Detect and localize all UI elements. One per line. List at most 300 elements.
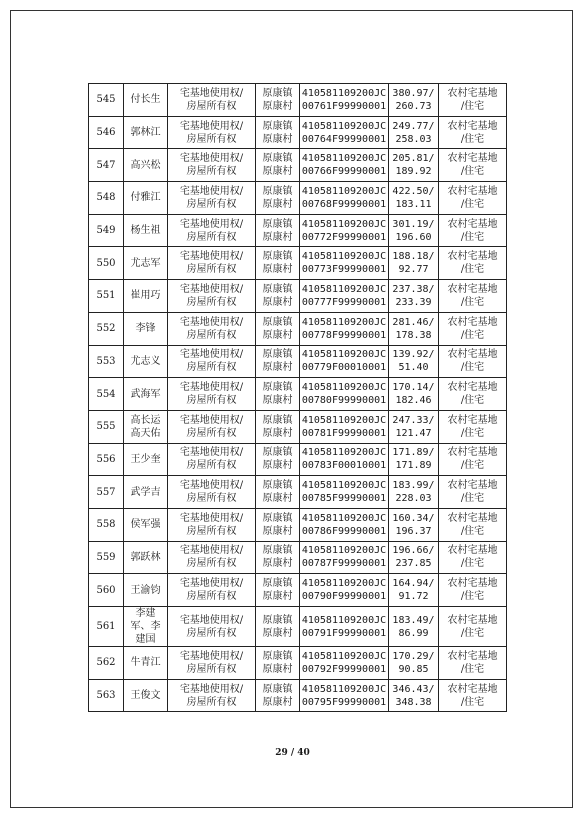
- unit-code-line: 00790F99990001: [301, 591, 387, 603]
- land-use-line: 农村宅基地: [447, 283, 498, 295]
- unit-code-line: 00787F99990001: [301, 558, 387, 570]
- right-type-cell: [168, 574, 256, 607]
- location-line: 原康镇: [262, 153, 293, 165]
- unit-code-line: 410581109200JC: [301, 650, 387, 662]
- owner-name-line: 尤志义: [130, 355, 161, 367]
- owner-name-line: 建国: [135, 634, 156, 645]
- unit-code-cell: [300, 116, 389, 149]
- location-line: 原康村: [262, 493, 293, 505]
- table-row: [89, 679, 507, 712]
- area-values-cell: [389, 410, 439, 443]
- owner-name-cell: [124, 508, 168, 541]
- right-type-cell: [168, 647, 256, 680]
- location-line: 原康村: [262, 329, 293, 341]
- land-use-cell: [439, 443, 507, 476]
- unit-code-line: 00785F99990001: [301, 493, 387, 505]
- land-use-line: /住宅: [460, 296, 485, 308]
- land-use-line: 农村宅基地: [447, 251, 498, 263]
- location-line: 原康镇: [262, 120, 293, 132]
- land-use-line: 农村宅基地: [447, 512, 498, 524]
- table-row: [89, 84, 507, 117]
- right-type-line: 宅基地使用权/: [179, 414, 244, 426]
- land-use-line: /住宅: [460, 558, 485, 570]
- right-type-cell: [168, 345, 256, 378]
- area-values-cell: [389, 574, 439, 607]
- land-use-line: /住宅: [460, 264, 485, 276]
- land-use-cell: [439, 247, 507, 280]
- area-values-line: 183.11: [395, 198, 432, 210]
- location-line: 原康村: [262, 696, 293, 708]
- land-use-line: /住宅: [460, 166, 485, 178]
- location-line: 原康镇: [262, 650, 293, 662]
- unit-code-cell: [300, 312, 389, 345]
- location-line: 原康村: [262, 133, 293, 145]
- right-type-line: 房屋所有权: [186, 264, 237, 276]
- land-use-line: 农村宅基地: [447, 614, 498, 626]
- area-values-line: 183.99/: [392, 480, 435, 492]
- location-line: 原康镇: [262, 480, 293, 492]
- land-use-cell: [439, 84, 507, 117]
- table-row: [89, 647, 507, 680]
- location-line: 原康村: [262, 166, 293, 178]
- area-values-line: 237.85: [395, 558, 432, 570]
- land-use-cell: [439, 476, 507, 509]
- table-row: [89, 345, 507, 378]
- row-number-cell: 561: [89, 607, 124, 647]
- area-values-cell: [389, 607, 439, 647]
- unit-code-line: 410581109200JC: [301, 153, 387, 165]
- owner-name-cell: [124, 214, 168, 247]
- right-type-cell: [168, 182, 256, 215]
- unit-code-line: 00779F00010001: [301, 362, 387, 374]
- land-use-line: /住宅: [460, 329, 485, 341]
- table-row: [89, 149, 507, 182]
- area-values-cell: [389, 214, 439, 247]
- right-type-cell: [168, 476, 256, 509]
- unit-code-line: 00786F99990001: [301, 525, 387, 537]
- area-values-cell: [389, 508, 439, 541]
- location-cell: [256, 378, 300, 411]
- area-values-cell: [389, 345, 439, 378]
- row-number-cell: 551: [89, 280, 124, 313]
- land-use-line: 农村宅基地: [447, 683, 498, 695]
- location-line: 原康村: [262, 198, 293, 210]
- right-type-line: 房屋所有权: [186, 525, 237, 537]
- right-type-line: 宅基地使用权/: [179, 545, 244, 557]
- unit-code-line: 00768F99990001: [301, 198, 387, 210]
- table-row: [89, 312, 507, 345]
- unit-code-line: 00778F99990001: [301, 329, 387, 341]
- location-line: 原康村: [262, 525, 293, 537]
- land-use-line: /住宅: [460, 427, 485, 439]
- area-values-line: 237.38/: [392, 283, 435, 295]
- land-use-line: /住宅: [460, 100, 485, 112]
- owner-name-cell: [124, 476, 168, 509]
- unit-code-cell: [300, 149, 389, 182]
- owner-name-cell: [124, 280, 168, 313]
- owner-name-cell: [124, 84, 168, 117]
- location-line: 原康村: [262, 296, 293, 308]
- location-line: 原康村: [262, 663, 293, 675]
- unit-code-cell: [300, 84, 389, 117]
- unit-code-line: 00795F99990001: [301, 696, 387, 708]
- location-line: 原康镇: [262, 382, 293, 394]
- right-type-line: 宅基地使用权/: [179, 316, 244, 328]
- right-type-line: 宅基地使用权/: [179, 578, 244, 590]
- row-number-cell: 556: [89, 443, 124, 476]
- right-type-line: 宅基地使用权/: [179, 447, 244, 459]
- unit-code-cell: [300, 508, 389, 541]
- owner-name-line: 高长运: [130, 414, 161, 426]
- row-number-cell: 562: [89, 647, 124, 680]
- area-values-line: 249.77/: [392, 120, 435, 132]
- unit-code-line: 410581109200JC: [301, 218, 387, 230]
- land-use-line: 农村宅基地: [447, 349, 498, 361]
- row-number-cell: 546: [89, 116, 124, 149]
- right-type-line: 宅基地使用权/: [179, 251, 244, 263]
- owner-name-cell: [124, 149, 168, 182]
- land-use-line: /住宅: [460, 525, 485, 537]
- land-use-line: /住宅: [460, 231, 485, 243]
- area-values-cell: [389, 182, 439, 215]
- right-type-cell: [168, 410, 256, 443]
- land-use-line: 农村宅基地: [447, 545, 498, 557]
- row-number-cell: 558: [89, 508, 124, 541]
- table-row: [89, 378, 507, 411]
- land-use-cell: [439, 541, 507, 574]
- unit-code-line: 410581109200JC: [301, 414, 387, 426]
- location-cell: [256, 410, 300, 443]
- unit-code-line: 00777F99990001: [301, 296, 387, 308]
- location-cell: [256, 476, 300, 509]
- land-use-line: /住宅: [460, 460, 485, 472]
- right-type-line: 房屋所有权: [186, 100, 237, 112]
- right-type-line: 房屋所有权: [186, 427, 237, 439]
- unit-code-line: 410581109200JC: [301, 87, 387, 99]
- row-number-cell: 555: [89, 410, 124, 443]
- location-line: 原康镇: [262, 87, 293, 99]
- right-type-line: 房屋所有权: [186, 133, 237, 145]
- owner-name-cell: [124, 116, 168, 149]
- location-cell: [256, 247, 300, 280]
- location-line: 原康村: [262, 100, 293, 112]
- location-cell: [256, 679, 300, 712]
- right-type-line: 宅基地使用权/: [179, 87, 244, 99]
- owner-name-cell: [124, 345, 168, 378]
- area-values-cell: [389, 476, 439, 509]
- right-type-cell: [168, 541, 256, 574]
- area-values-cell: [389, 247, 439, 280]
- area-values-line: 86.99: [398, 627, 429, 639]
- location-line: 原康村: [262, 627, 293, 639]
- owner-name-line: 武海军: [130, 388, 161, 400]
- unit-code-cell: [300, 647, 389, 680]
- land-use-cell: [439, 116, 507, 149]
- area-values-line: 171.89: [395, 460, 432, 472]
- right-type-line: 房屋所有权: [186, 329, 237, 341]
- location-cell: [256, 607, 300, 647]
- right-type-line: 房屋所有权: [186, 591, 237, 603]
- owner-name-cell: [124, 247, 168, 280]
- area-values-line: 92.77: [398, 264, 429, 276]
- row-number-cell: 552: [89, 312, 124, 345]
- land-use-line: /住宅: [460, 663, 485, 675]
- location-cell: [256, 508, 300, 541]
- right-type-line: 宅基地使用权/: [179, 349, 244, 361]
- owner-name-cell: [124, 378, 168, 411]
- land-use-cell: [439, 149, 507, 182]
- table-row: [89, 607, 507, 647]
- unit-code-cell: [300, 345, 389, 378]
- unit-code-cell: [300, 476, 389, 509]
- land-use-line: 农村宅基地: [447, 382, 498, 394]
- owner-name-line: 郭跃林: [130, 551, 161, 563]
- area-values-line: 281.46/: [392, 316, 435, 328]
- land-use-line: 农村宅基地: [447, 316, 498, 328]
- location-line: 原康镇: [262, 578, 293, 590]
- area-values-line: 196.37: [395, 525, 432, 537]
- row-number-cell: 559: [89, 541, 124, 574]
- location-cell: [256, 149, 300, 182]
- row-number-cell: 553: [89, 345, 124, 378]
- area-values-line: 90.85: [398, 663, 429, 675]
- unit-code-cell: [300, 607, 389, 647]
- area-values-cell: [389, 116, 439, 149]
- land-use-cell: [439, 378, 507, 411]
- land-use-line: /住宅: [460, 362, 485, 374]
- area-values-line: 51.40: [398, 362, 429, 374]
- unit-code-cell: [300, 410, 389, 443]
- unit-code-line: 00781F99990001: [301, 427, 387, 439]
- owner-name-cell: [124, 647, 168, 680]
- table-row: [89, 247, 507, 280]
- land-use-line: 农村宅基地: [447, 414, 498, 426]
- land-use-cell: [439, 214, 507, 247]
- area-values-cell: [389, 679, 439, 712]
- land-use-line: 农村宅基地: [447, 480, 498, 492]
- right-type-line: 房屋所有权: [186, 166, 237, 178]
- unit-code-line: 00772F99990001: [301, 231, 387, 243]
- right-type-line: 宅基地使用权/: [179, 382, 244, 394]
- area-values-line: 228.03: [395, 493, 432, 505]
- table-row: [89, 410, 507, 443]
- area-values-line: 260.73: [395, 100, 432, 112]
- right-type-line: 房屋所有权: [186, 395, 237, 407]
- owner-name-line: 李建: [135, 608, 156, 619]
- unit-code-line: 410581109200JC: [301, 545, 387, 557]
- location-line: 原康镇: [262, 614, 293, 626]
- owner-name-line: 王渝钧: [130, 584, 161, 596]
- unit-code-line: 410581109200JC: [301, 251, 387, 263]
- table-row: [89, 280, 507, 313]
- table-row: [89, 541, 507, 574]
- land-use-line: /住宅: [460, 696, 485, 708]
- right-type-line: 房屋所有权: [186, 627, 237, 639]
- area-values-line: 178.38: [395, 329, 432, 341]
- location-line: 原康镇: [262, 283, 293, 295]
- unit-code-cell: [300, 541, 389, 574]
- land-use-line: /住宅: [460, 493, 485, 505]
- area-values-cell: [389, 84, 439, 117]
- right-type-line: 房屋所有权: [186, 296, 237, 308]
- right-type-line: 宅基地使用权/: [179, 120, 244, 132]
- right-type-cell: [168, 214, 256, 247]
- location-line: 原康村: [262, 460, 293, 472]
- unit-code-line: 410581109200JC: [301, 382, 387, 394]
- land-use-cell: [439, 647, 507, 680]
- right-type-cell: [168, 679, 256, 712]
- area-values-cell: [389, 443, 439, 476]
- area-values-line: 346.43/: [392, 683, 435, 695]
- unit-code-line: 00766F99990001: [301, 166, 387, 178]
- location-cell: [256, 443, 300, 476]
- owner-name-cell: [124, 182, 168, 215]
- unit-code-line: 00792F99990001: [301, 663, 387, 675]
- location-cell: [256, 214, 300, 247]
- unit-code-line: 410581109200JC: [301, 683, 387, 695]
- owner-name-line: 高天佑: [130, 427, 161, 439]
- land-use-line: 农村宅基地: [447, 650, 498, 662]
- area-values-line: 233.39: [395, 296, 432, 308]
- location-line: 原康村: [262, 231, 293, 243]
- area-values-cell: [389, 280, 439, 313]
- area-values-line: 422.50/: [392, 185, 435, 197]
- owner-name-line: 侯军强: [130, 519, 161, 531]
- location-cell: [256, 116, 300, 149]
- table-row: [89, 443, 507, 476]
- owner-name-line: 武学吉: [130, 486, 161, 498]
- right-type-line: 宅基地使用权/: [179, 614, 244, 626]
- land-use-line: /住宅: [460, 133, 485, 145]
- registry-table: [88, 83, 507, 712]
- location-line: 原康镇: [262, 316, 293, 328]
- row-number-cell: 545: [89, 84, 124, 117]
- area-values-line: 188.18/: [392, 251, 435, 263]
- location-line: 原康镇: [262, 447, 293, 459]
- land-use-line: /住宅: [460, 627, 485, 639]
- right-type-line: 宅基地使用权/: [179, 512, 244, 524]
- land-use-cell: [439, 679, 507, 712]
- location-line: 原康村: [262, 591, 293, 603]
- right-type-line: 房屋所有权: [186, 460, 237, 472]
- unit-code-line: 410581109200JC: [301, 349, 387, 361]
- area-values-line: 380.97/: [392, 87, 435, 99]
- owner-name-line: 王少奎: [130, 453, 161, 465]
- page-number: 29 / 40: [275, 748, 310, 758]
- unit-code-line: 410581109200JC: [301, 578, 387, 590]
- land-use-line: 农村宅基地: [447, 218, 498, 230]
- right-type-line: 宅基地使用权/: [179, 480, 244, 492]
- area-values-line: 160.34/: [392, 512, 435, 524]
- area-values-line: 182.46: [395, 395, 432, 407]
- owner-name-line: 郭林江: [130, 127, 161, 139]
- table-row: [89, 574, 507, 607]
- right-type-cell: [168, 280, 256, 313]
- row-number-cell: 554: [89, 378, 124, 411]
- unit-code-line: 410581109200JC: [301, 120, 387, 132]
- right-type-line: 宅基地使用权/: [179, 683, 244, 695]
- unit-code-line: 00773F99990001: [301, 264, 387, 276]
- location-cell: [256, 574, 300, 607]
- right-type-line: 宅基地使用权/: [179, 283, 244, 295]
- registry-body: [89, 84, 507, 712]
- location-line: 原康镇: [262, 683, 293, 695]
- row-number-cell: 549: [89, 214, 124, 247]
- unit-code-cell: [300, 378, 389, 411]
- land-use-line: /住宅: [460, 395, 485, 407]
- location-line: 原康村: [262, 264, 293, 276]
- row-number-cell: 548: [89, 182, 124, 215]
- area-values-line: 196.66/: [392, 545, 435, 557]
- unit-code-cell: [300, 280, 389, 313]
- location-cell: [256, 541, 300, 574]
- unit-code-cell: [300, 443, 389, 476]
- unit-code-line: 00761F99990001: [301, 100, 387, 112]
- owner-name-line: 高兴松: [130, 159, 161, 171]
- right-type-line: 宅基地使用权/: [179, 185, 244, 197]
- right-type-cell: [168, 84, 256, 117]
- area-values-line: 164.94/: [392, 578, 435, 590]
- location-cell: [256, 280, 300, 313]
- area-values-cell: [389, 541, 439, 574]
- land-use-line: /住宅: [460, 591, 485, 603]
- area-values-cell: [389, 312, 439, 345]
- right-type-cell: [168, 247, 256, 280]
- land-use-cell: [439, 182, 507, 215]
- right-type-line: 房屋所有权: [186, 231, 237, 243]
- table-row: [89, 182, 507, 215]
- location-line: 原康村: [262, 427, 293, 439]
- location-line: 原康镇: [262, 218, 293, 230]
- owner-name-line: 付长生: [130, 94, 161, 106]
- area-values-cell: [389, 647, 439, 680]
- location-line: 原康镇: [262, 185, 293, 197]
- area-values-cell: [389, 149, 439, 182]
- land-use-cell: [439, 574, 507, 607]
- unit-code-line: 00764F99990001: [301, 133, 387, 145]
- land-use-line: 农村宅基地: [447, 87, 498, 99]
- owner-name-line: 王俊文: [130, 690, 161, 702]
- owner-name-line: 杨生祖: [130, 225, 161, 237]
- right-type-line: 房屋所有权: [186, 558, 237, 570]
- area-values-line: 139.92/: [392, 349, 435, 361]
- right-type-line: 宅基地使用权/: [179, 650, 244, 662]
- area-values-line: 183.49/: [392, 614, 435, 626]
- right-type-cell: [168, 378, 256, 411]
- row-number-cell: 547: [89, 149, 124, 182]
- right-type-cell: [168, 312, 256, 345]
- row-number-cell: 560: [89, 574, 124, 607]
- owner-name-cell: [124, 679, 168, 712]
- unit-code-line: 00783F00010001: [301, 460, 387, 472]
- right-type-line: 宅基地使用权/: [179, 218, 244, 230]
- area-values-line: 121.47: [395, 427, 432, 439]
- right-type-cell: [168, 443, 256, 476]
- location-line: 原康村: [262, 362, 293, 374]
- unit-code-line: 410581109200JC: [301, 447, 387, 459]
- land-use-cell: [439, 345, 507, 378]
- row-number-cell: 563: [89, 679, 124, 712]
- area-values-line: 348.38: [395, 696, 432, 708]
- land-use-line: 农村宅基地: [447, 120, 498, 132]
- unit-code-line: 410581109200JC: [301, 185, 387, 197]
- unit-code-cell: [300, 214, 389, 247]
- owner-name-line: 付雅江: [130, 192, 161, 204]
- area-values-line: 91.72: [398, 591, 429, 603]
- row-number-cell: 557: [89, 476, 124, 509]
- area-values-line: 196.60: [395, 231, 432, 243]
- area-values-line: 247.33/: [392, 414, 435, 426]
